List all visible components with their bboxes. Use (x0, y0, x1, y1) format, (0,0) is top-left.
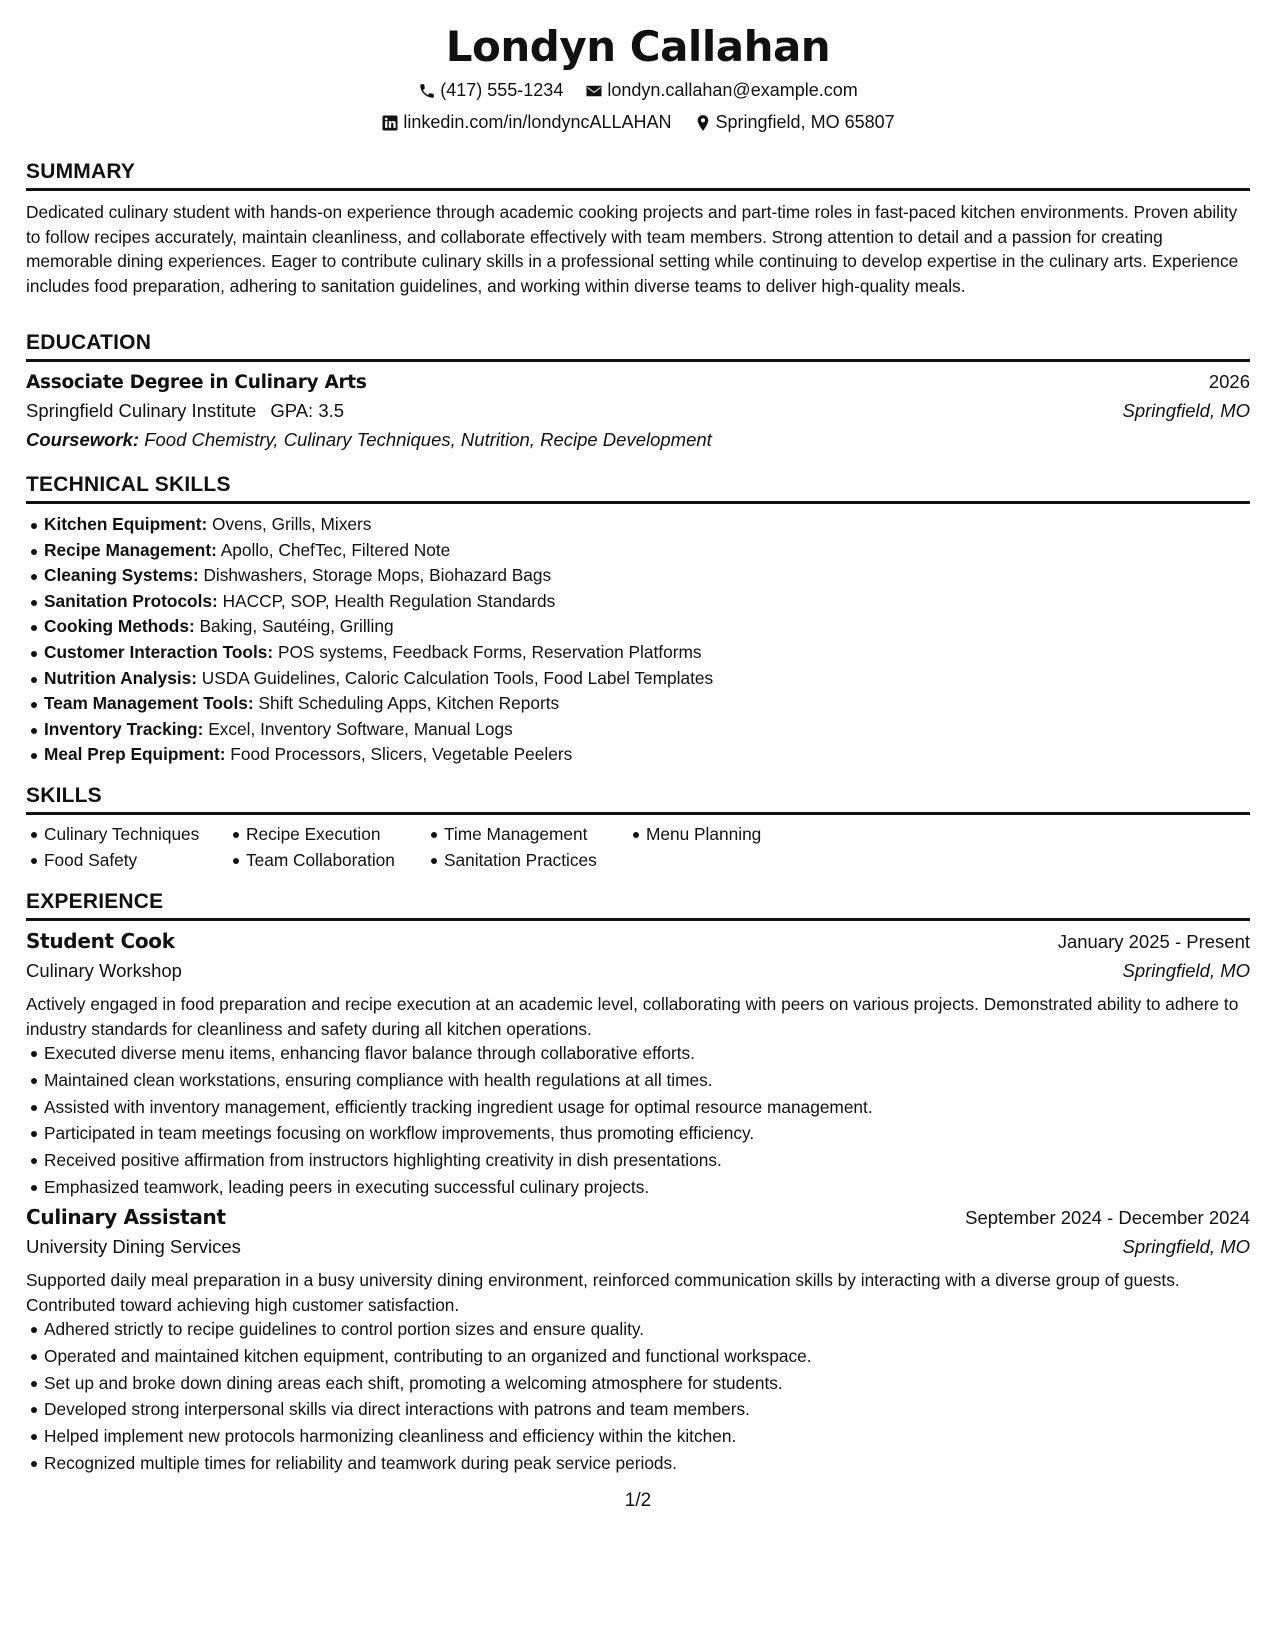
job-description: Actively engaged in food preparation and recipe execution at an academic level, collaborating with peers on various projects. Demonstrated ability to adhere to industry standards for cleanliness and safety during all kitchen operations. (26, 994, 1239, 1039)
list-item (44, 742, 1268, 768)
list-item: Assisted with inventory management, efficiently tracking ingredient usage for optimal resource management. (44, 1094, 1268, 1121)
list-item (44, 563, 1268, 589)
job-organization: Culinary Workshop (26, 960, 182, 981)
skill-item: Team Collaboration (228, 850, 395, 871)
education-heading: EDUCATION (26, 331, 1250, 362)
phone-number: (417) 555-1234 (440, 80, 564, 100)
linkedin-url[interactable]: linkedin.com/in/londyncALLAHAN (403, 112, 672, 132)
coursework-line (26, 429, 1250, 451)
job-location: Springfield, MO (1122, 960, 1250, 981)
list-item: Recognized multiple times for reliability and teamwork during peak service periods. (44, 1450, 1268, 1477)
list-item: Helped implement new protocols harmonizing cleanliness and efficiency within the kitchen. (44, 1423, 1268, 1450)
skill-item: Time Management (426, 824, 587, 845)
job-title-row (26, 1205, 1250, 1229)
list-item: Received positive affirmation from instructors highlighting creativity in dish presentations. (44, 1147, 1268, 1174)
skill-category: Team Management Tools: (44, 693, 254, 714)
education-degree-row (26, 371, 1250, 393)
skill-values: Apollo, ChefTec, Filtered Note (220, 539, 451, 560)
skill-values: USDA Guidelines, Caloric Calculation Tools, Food Label Templates (201, 667, 714, 688)
summary-heading: SUMMARY (26, 160, 1250, 191)
skill-values: Excel, Inventory Software, Manual Logs (208, 718, 513, 739)
list-item (44, 691, 1268, 717)
contact-line-1 (26, 80, 1250, 101)
page-number: 1/2 (624, 1490, 652, 1511)
skills-heading: SKILLS (26, 784, 1250, 815)
school-name: Springfield Culinary Institute (26, 400, 257, 421)
skill-category: Customer Interaction Tools: (44, 641, 274, 662)
contact-line-2 (26, 112, 1250, 133)
job-dates: September 2024 - December 2024 (965, 1207, 1250, 1228)
phone-contact (418, 80, 563, 101)
list-item: Operated and maintained kitchen equipment, contributing to an organized and functional workspace. (44, 1343, 1268, 1370)
list-item (44, 640, 1268, 666)
list-item: Executed diverse menu items, enhancing flavor balance through collaborative efforts. (44, 1040, 1268, 1067)
list-item: Emphasized teamwork, leading peers in executing successful culinary projects. (44, 1174, 1268, 1201)
list-item (44, 589, 1268, 615)
job-title: Student Cook (26, 929, 175, 953)
skill-values: Shift Scheduling Apps, Kitchen Reports (258, 693, 560, 714)
gpa: GPA: 3.5 (270, 400, 345, 421)
candidate-name: Londyn Callahan (445, 22, 831, 71)
technical-skills-heading: TECHNICAL SKILLS (26, 473, 1250, 504)
skill-values: Ovens, Grills, Mixers (212, 514, 372, 534)
skill-values: POS systems, Feedback Forms, Reservation Platforms (277, 641, 702, 662)
location-contact (694, 112, 895, 133)
skill-category: Sanitation Protocols: (44, 590, 218, 611)
skill-category: Cooking Methods: (44, 616, 195, 637)
job-title: Culinary Assistant (26, 1205, 226, 1229)
list-item: Maintained clean workstations, ensuring compliance with health regulations at all times. (44, 1067, 1268, 1094)
degree-name: Associate Degree in Culinary Arts (26, 372, 367, 393)
skill-item: Sanitation Practices (426, 850, 597, 871)
job-org-row (26, 1236, 1250, 1258)
list-item (44, 614, 1268, 640)
list-item: Adhered strictly to recipe guidelines to control portion sizes and ensure quality. (44, 1316, 1268, 1343)
skill-values: Dishwashers, Storage Mops, Biohazard Bags (203, 565, 552, 586)
job-organization: University Dining Services (26, 1236, 241, 1257)
coursework-label: Coursework: (26, 429, 140, 450)
graduation-year: 2026 (1208, 371, 1250, 392)
skill-item: Culinary Techniques (26, 824, 199, 845)
job-bullets (26, 1316, 1268, 1477)
envelope-icon (585, 82, 603, 100)
skill-item: Food Safety (26, 850, 137, 871)
map-pin-icon (694, 114, 712, 132)
school-info (26, 400, 344, 422)
skill-values: HACCP, SOP, Health Regulation Standards (222, 590, 556, 611)
skill-category: Recipe Management: (44, 539, 217, 560)
skill-values: Food Processors, Slicers, Vegetable Peelers (230, 744, 573, 765)
education-school-row (26, 400, 1250, 422)
list-item: Participated in team meetings focusing on workflow improvements, thus promoting efficiency. (44, 1120, 1268, 1147)
skill-category: Nutrition Analysis: (44, 667, 197, 688)
job-bullets (26, 1040, 1268, 1201)
list-item (44, 512, 1268, 538)
skill-category: Inventory Tracking: (44, 718, 204, 739)
linkedin-icon (381, 114, 399, 132)
list-item (44, 538, 1268, 564)
skill-item: Menu Planning (628, 824, 761, 845)
skill-item: Recipe Execution (228, 824, 381, 845)
skill-category: Meal Prep Equipment: (44, 744, 226, 765)
list-item (44, 666, 1268, 692)
list-item (44, 717, 1268, 743)
phone-icon (418, 82, 436, 100)
skill-category: Kitchen Equipment: (44, 514, 208, 534)
summary-text: Dedicated culinary student with hands-on experience through academic cooking projects and part-time roles in fast-paced kitchen environments. Proven ability to follow recipes accurately, maintain cleanliness, and collaborate effectively with team members. Strong attention to detail and a passion for creating memorable dining experiences. Eager to contribute culinary skills in a professional setting while continuing to develop expertise in the culinary arts. Experience includes food preparation, adhering to sanitation guidelines, and working within diverse teams to deliver high-quality meals. (26, 202, 1239, 296)
email-contact[interactable] (585, 80, 857, 101)
linkedin-contact[interactable] (381, 112, 671, 133)
school-location: Springfield, MO (1122, 400, 1250, 421)
technical-skills-list (26, 512, 1268, 768)
skill-category: Cleaning Systems: (44, 565, 199, 586)
list-item: Developed strong interpersonal skills via direct interactions with patrons and team members. (44, 1396, 1268, 1423)
job-title-row (26, 929, 1250, 953)
job-dates: January 2025 - Present (1057, 931, 1250, 952)
coursework-list: Food Chemistry, Culinary Techniques, Nutrition, Recipe Development (144, 429, 712, 450)
job-description: Supported daily meal preparation in a busy university dining environment, reinforced communication skills by interacting with a diverse group of guests. Contributed toward achieving high customer satisfaction. (26, 1270, 1180, 1315)
email-address[interactable]: londyn.callahan@example.com (607, 80, 858, 100)
job-location: Springfield, MO (1122, 1236, 1250, 1257)
experience-heading: EXPERIENCE (26, 890, 1250, 921)
job-org-row (26, 960, 1250, 982)
skill-values: Baking, Sautéing, Grilling (199, 616, 394, 637)
location-text: Springfield, MO 65807 (715, 112, 895, 132)
list-item: Set up and broke down dining areas each shift, promoting a welcoming atmosphere for students. (44, 1370, 1268, 1397)
